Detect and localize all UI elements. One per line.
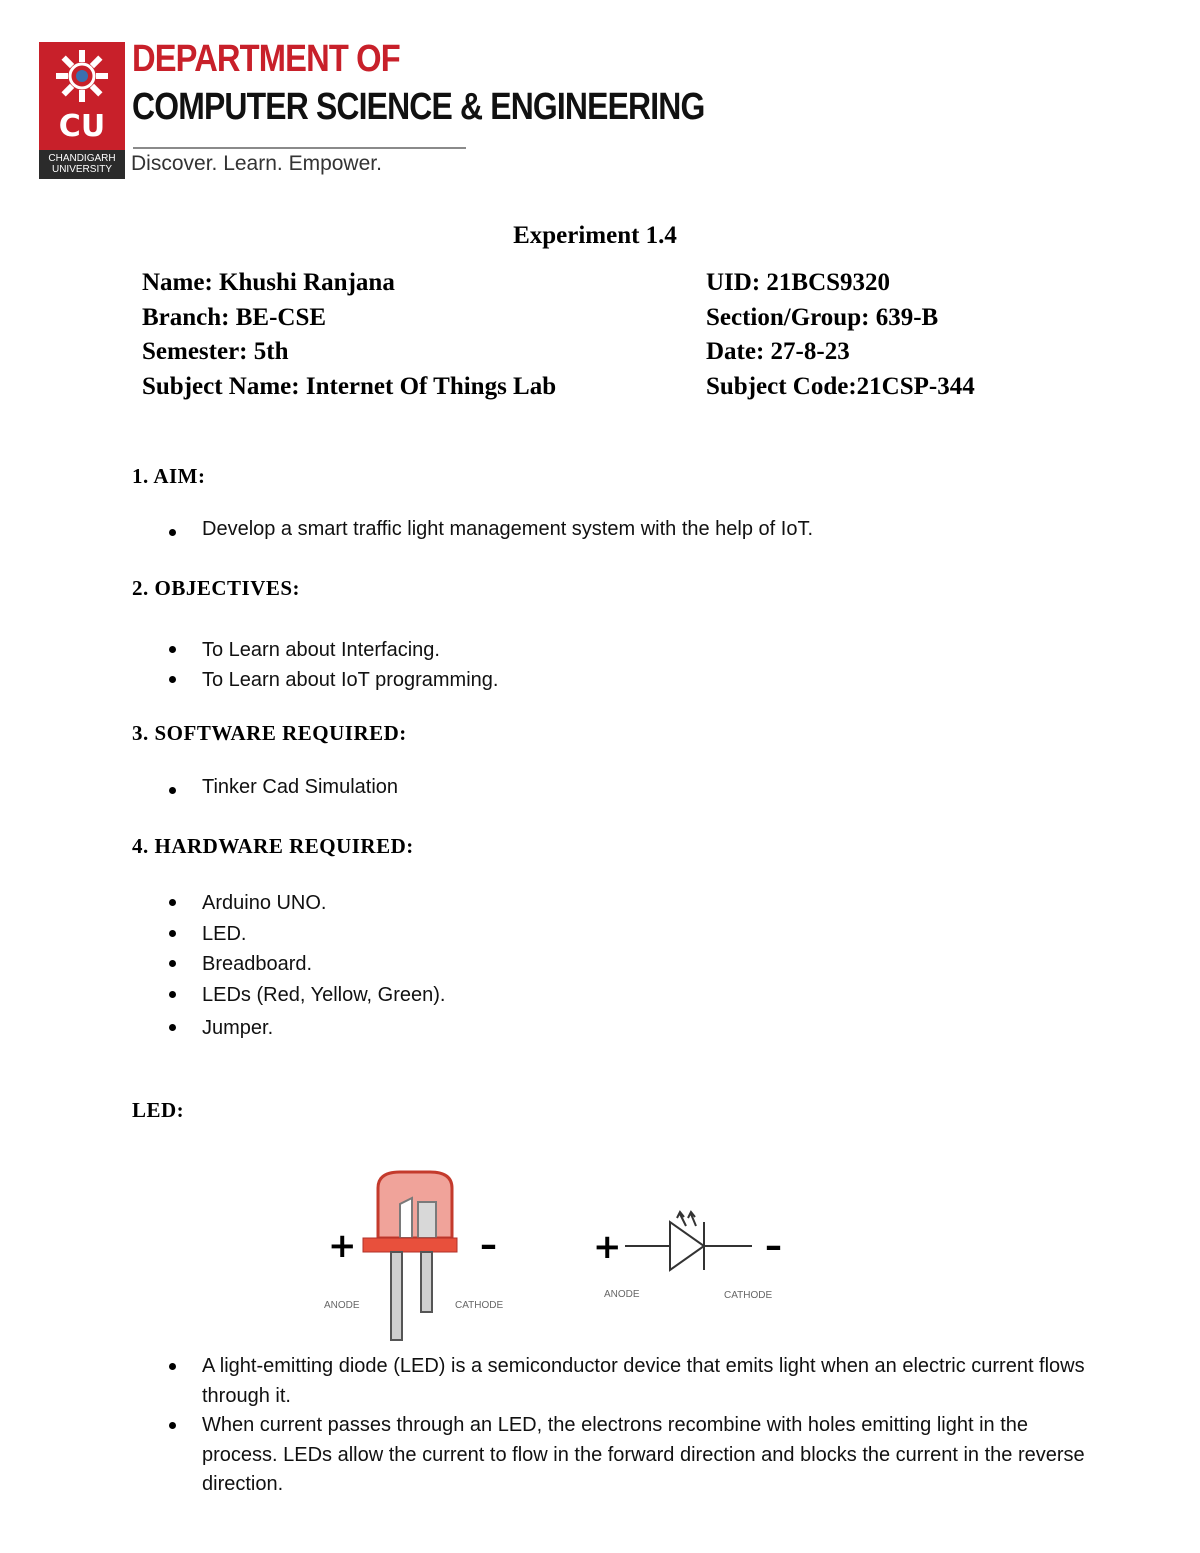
list-item: To Learn about IoT programming.	[166, 665, 498, 695]
list-item: Develop a smart traffic light management system with the help of IoT.	[166, 518, 813, 541]
schematic-anode-label: ANODE	[604, 1289, 640, 1300]
led-anode-label: ANODE	[324, 1300, 360, 1311]
hardware-heading: 4. HARDWARE REQUIRED:	[132, 834, 414, 858]
list-item: To Learn about Interfacing.	[166, 635, 498, 665]
list-item: Tinker Cad Simulation	[166, 776, 398, 799]
department-title-line1: DEPARTMENT OF	[132, 38, 400, 80]
student-info	[142, 266, 1042, 404]
list-item: Arduino UNO.	[166, 888, 445, 919]
list-item: A light-emitting diode (LED) is a semiconductor device that emits light when an electric current flows through it.	[166, 1352, 1101, 1411]
software-list	[166, 776, 398, 799]
student-section: Section/Group: 639-B	[706, 303, 939, 331]
objectives-list	[166, 635, 498, 695]
led-cathode-label: CATHODE	[455, 1300, 504, 1311]
led-schematic-symbol-icon	[625, 1212, 752, 1270]
led-heading: LED:	[132, 1098, 185, 1122]
aim-list	[166, 518, 813, 541]
student-name: Name: Khushi Ranjana	[142, 269, 395, 296]
led-plus-sign: +	[328, 1226, 357, 1266]
student-branch: Branch: BE-CSE	[142, 303, 327, 331]
software-heading: 3. SOFTWARE REQUIRED:	[132, 721, 407, 745]
logo-cu-text: CU	[58, 109, 106, 144]
list-item: When current passes through an LED, the electrons recombine with holes emitting light in the process. LEDs allow the current to flow in the forward direction and blocks the current in the reverse direction.	[166, 1411, 1101, 1500]
header-divider	[133, 147, 466, 149]
list-item: Jumper.	[166, 1013, 445, 1044]
objectives-heading: 2. OBJECTIVES:	[132, 576, 301, 600]
led-description-list	[166, 1352, 1101, 1500]
experiment-date: Date: 27-8-23	[706, 338, 850, 365]
list-item: LED.	[166, 919, 445, 950]
led-diagram	[300, 1160, 820, 1350]
logo-subtext: CHANDIGARH UNIVERSITY	[39, 150, 125, 179]
hardware-list	[166, 888, 445, 1044]
subject-code: Subject Code:21CSP-344	[706, 372, 975, 400]
aim-heading: 1. AIM:	[132, 464, 206, 488]
logo-emblem-icon	[52, 46, 112, 106]
schematic-cathode-label: CATHODE	[724, 1290, 773, 1301]
list-item: Breadboard.	[166, 949, 445, 980]
schematic-minus-sign: –	[765, 1226, 782, 1266]
experiment-title: Experiment 1.4	[513, 222, 677, 249]
student-semester: Semester: 5th	[142, 338, 289, 365]
led-component-icon	[363, 1172, 457, 1340]
tagline: Discover. Learn. Empower.	[131, 152, 382, 175]
student-uid: UID: 21BCS9320	[706, 269, 891, 296]
department-title-line2: COMPUTER SCIENCE & ENGINEERING	[132, 86, 705, 128]
led-minus-sign: –	[480, 1225, 497, 1265]
schematic-plus-sign: +	[593, 1227, 622, 1267]
subject-name: Subject Name: Internet Of Things Lab	[142, 372, 557, 400]
university-logo	[39, 42, 125, 179]
list-item: LEDs (Red, Yellow, Green).	[166, 980, 445, 1011]
